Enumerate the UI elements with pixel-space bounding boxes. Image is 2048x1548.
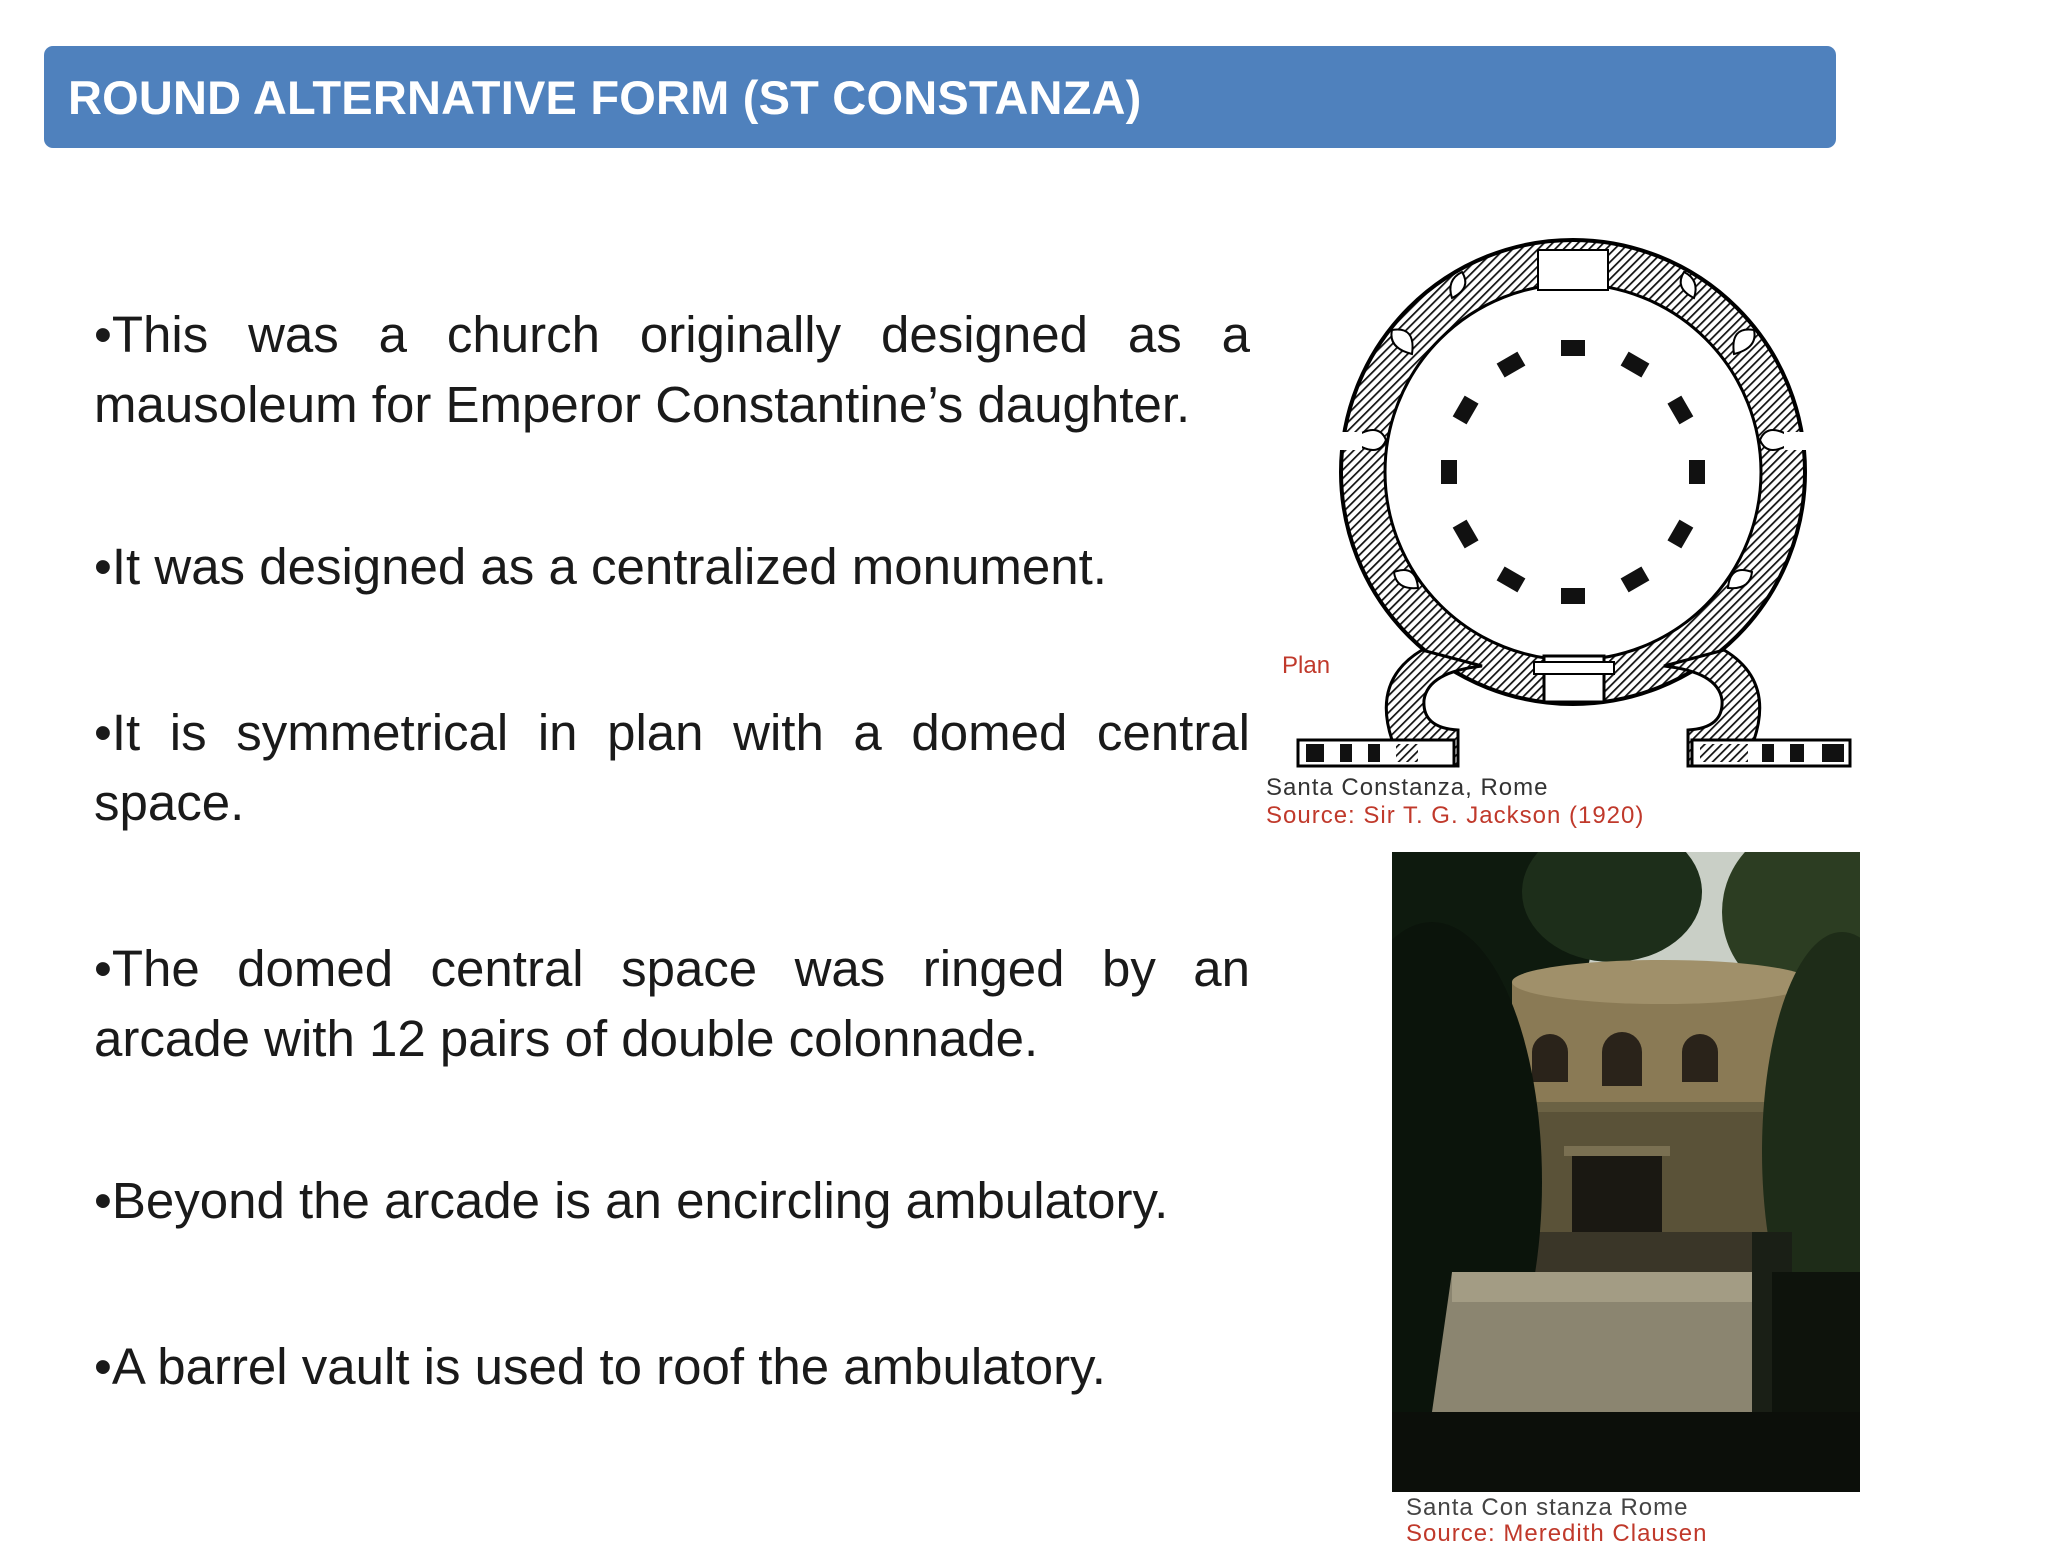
slide-title: ROUND ALTERNATIVE FORM (ST CONSTANZA) (68, 70, 1142, 124)
wall-opening (1784, 432, 1806, 450)
plan-caption: Santa Constanza, Rome (1266, 774, 1549, 801)
bullet-item: •It is symmetrical in plan with a domed central space. (94, 704, 1250, 831)
title-bar (44, 46, 1836, 148)
floor-plan-drawing (1262, 210, 1862, 830)
bullet-item: •Beyond the arcade is an encircling ambulatory. (94, 1172, 1169, 1229)
bullet-item: •The domed central space was ringed by an arcade with 12 pairs of double colonnade. (94, 940, 1250, 1067)
plan-label: Plan (1282, 652, 1331, 679)
entrance-threshold (1534, 662, 1614, 674)
bullet-item: •This was a church originally designed as a mausoleum for Emperor Constantine’s daughter. (94, 306, 1250, 433)
bullet-item: •It was designed as a centralized monument. (94, 538, 1107, 595)
wall-opening (1340, 432, 1362, 450)
photo-source: Source: Meredith Clausen (1406, 1520, 1708, 1547)
photo-caption: Santa Con stanza Rome (1406, 1494, 1689, 1521)
church-photo (1392, 852, 1860, 1492)
top-niche (1538, 250, 1608, 290)
plan-source: Source: Sir T. G. Jackson (1920) (1266, 802, 1645, 829)
bullet-item: •A barrel vault is used to roof the ambulatory. (94, 1338, 1106, 1395)
